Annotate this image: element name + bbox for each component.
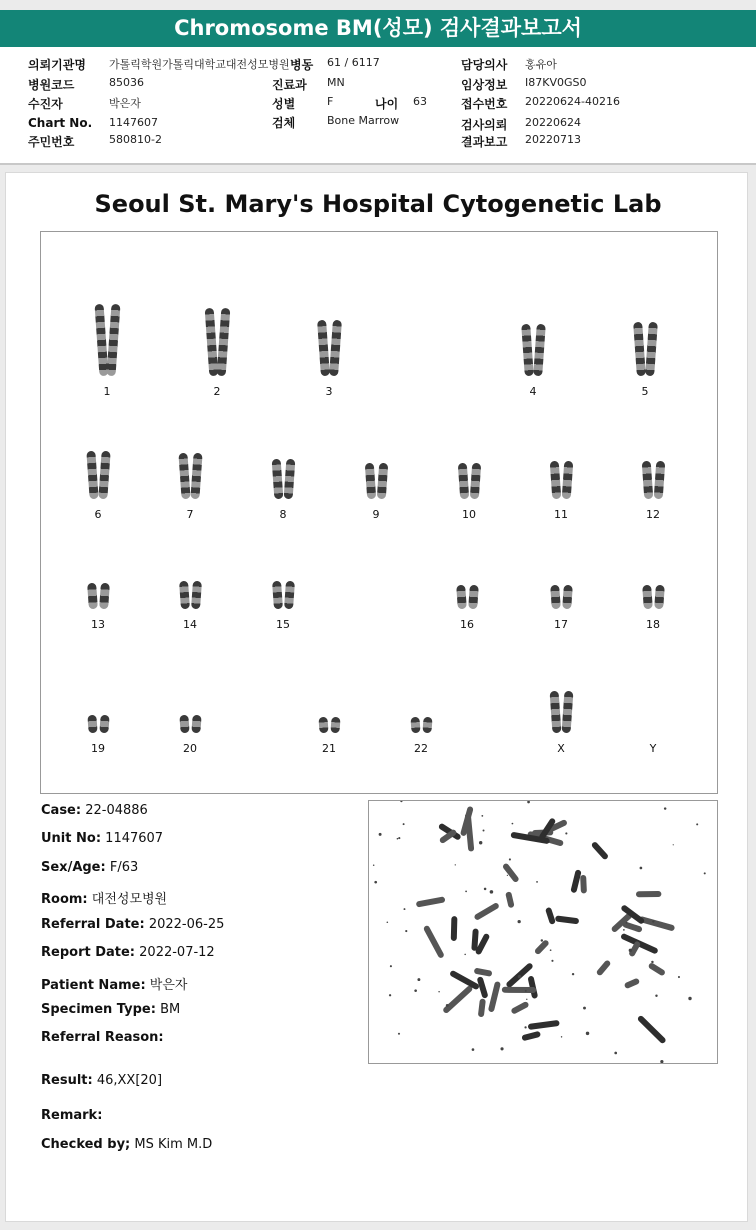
metaphase-chromosome — [637, 1015, 667, 1045]
speck — [623, 929, 625, 931]
field-label: 나이 — [375, 97, 399, 111]
field-value: 580810-2 — [109, 133, 162, 146]
chromosome-icon — [330, 717, 340, 734]
chromosome-label: 4 — [529, 385, 537, 398]
chromosome-icon — [410, 717, 420, 734]
referral-reason-field: Referral Reason: — [41, 1030, 164, 1045]
chromosome-icon — [550, 585, 561, 610]
field-value: MN — [327, 76, 345, 89]
speck — [417, 978, 420, 981]
report-date-field: Report Date: 2022-07-12 — [41, 945, 215, 960]
chromosome-icon — [521, 324, 534, 377]
chromosome-icon — [271, 459, 283, 500]
field-value: 85036 — [109, 76, 144, 89]
speck — [525, 990, 527, 992]
chromosome-label: 10 — [462, 508, 476, 521]
speck — [374, 881, 377, 884]
speck — [704, 872, 706, 874]
room-field: Room: 대전성모병원 — [41, 892, 168, 907]
field-value: I87KV0GS0 — [525, 76, 587, 89]
chromosome-icon — [87, 715, 97, 734]
chromosome-icon — [376, 463, 387, 500]
chromosome-icon — [216, 308, 230, 376]
chromosome-label: 15 — [276, 618, 290, 631]
lab-title: Seoul St. Mary's Hospital Cytogenetic Lab — [94, 190, 662, 218]
speck — [397, 838, 399, 840]
metaphase-chromosome — [528, 1020, 560, 1030]
chromosome-label: 5 — [641, 385, 649, 398]
chromosome-icon — [283, 459, 295, 500]
chromosome-label: 1 — [103, 385, 111, 398]
chromosome-pair-6 — [73, 395, 123, 521]
chromosome-label: 21 — [322, 742, 336, 755]
field-value: 63 — [413, 95, 427, 108]
chromosome-pair-1 — [82, 272, 132, 398]
chromosome-icon — [272, 581, 283, 610]
field-label: 임상정보 — [461, 78, 508, 92]
chromosome-icon — [561, 461, 573, 500]
metaphase-chromosome — [521, 1031, 541, 1042]
chromosome-pair-20 — [165, 629, 215, 755]
metaphase-chromosome — [451, 916, 458, 941]
metaphase-chromosome — [570, 869, 581, 893]
chromosome-icon — [179, 715, 189, 734]
metaphase-chromosome — [488, 981, 501, 1013]
speck — [398, 1033, 400, 1035]
chromosome-pair-9 — [351, 395, 401, 521]
metaphase-chromosome — [648, 962, 666, 977]
chromosome-pair-5 — [620, 272, 670, 398]
speck — [655, 994, 657, 996]
metaphase-chromosome — [591, 841, 610, 861]
patient-header — [0, 47, 756, 165]
patient-name-field: Patient Name: 박은자 — [41, 978, 188, 993]
chromosome-pair-14 — [165, 505, 215, 631]
chromosome-label: 19 — [91, 742, 105, 755]
field-label: 병동 — [290, 58, 314, 72]
speck — [490, 890, 494, 894]
chromosome-icon — [179, 581, 190, 610]
field-label: 성별 — [272, 97, 296, 111]
chromosome-icon — [533, 324, 546, 377]
chromosome-pair-22 — [396, 629, 446, 755]
metaphase-chromosome — [624, 978, 640, 990]
metaphase-chromosome — [596, 959, 612, 976]
speck — [479, 841, 482, 844]
specimen-type-field: Specimen Type: BM — [41, 1002, 181, 1017]
speck — [389, 994, 391, 996]
chromosome-icon — [87, 583, 98, 610]
chromosome-icon — [561, 691, 573, 734]
chromosome-pair-13 — [73, 505, 123, 631]
karyogram — [40, 231, 718, 794]
chromosome-label: 9 — [372, 508, 380, 521]
metaphase-image — [368, 800, 718, 1064]
speck — [640, 867, 643, 870]
speck — [688, 997, 691, 1000]
chromosome-icon — [641, 461, 653, 500]
checked-by-field: Checked by; MS Kim M.D — [41, 1137, 213, 1152]
chromosome-pair-17 — [536, 505, 586, 631]
speck — [614, 1052, 617, 1055]
field-label: 검사의뢰 — [461, 118, 508, 132]
chromosome-icon — [318, 717, 328, 734]
chromosome-icon — [633, 322, 646, 376]
chromosome-label: 11 — [554, 508, 568, 521]
speck — [664, 807, 666, 809]
chromosome-label: 20 — [183, 742, 197, 755]
field-label: 담당의사 — [461, 58, 508, 72]
chromosome-icon — [468, 585, 479, 610]
metaphase-chromosome — [442, 985, 474, 1015]
field-value: 1147607 — [109, 116, 158, 129]
speck — [373, 865, 374, 866]
chromosome-label: X — [557, 742, 565, 755]
chromosome-pair-10 — [444, 395, 494, 521]
chromosome-pair-19 — [73, 629, 123, 755]
chromosome-icon — [654, 585, 665, 610]
speck — [379, 833, 382, 836]
metaphase-chromosome — [638, 916, 675, 932]
field-value: 20220624 — [525, 116, 581, 129]
field-value: F — [327, 95, 334, 108]
chromosome-icon — [191, 581, 202, 610]
chromosome-icon — [204, 308, 218, 376]
chromosome-icon — [642, 585, 653, 610]
metaphase-chromosome — [580, 875, 587, 894]
field-value: 박은자 — [109, 97, 141, 110]
speck — [526, 999, 527, 1000]
chromosome-label: 2 — [213, 385, 221, 398]
speck — [387, 921, 389, 923]
speck — [438, 991, 439, 992]
chromosome-label: 7 — [186, 508, 194, 521]
speck — [400, 801, 402, 802]
chromosome-icon — [99, 583, 110, 610]
report-title: Chromosome BM(성모) 검사결과보고서 — [0, 10, 756, 47]
speck — [651, 961, 653, 963]
speck — [405, 930, 407, 932]
field-value: 20220624-40216 — [525, 95, 620, 108]
field-label: 진료과 — [272, 78, 307, 92]
sex-age-field: Sex/Age: F/63 — [41, 860, 139, 875]
metaphase-spread-picture — [369, 801, 717, 1063]
field-value: 61 / 6117 — [327, 56, 380, 69]
chromosome-icon — [549, 461, 561, 500]
field-value: 홍유아 — [525, 58, 557, 71]
speck — [678, 976, 680, 978]
speck — [500, 1047, 503, 1050]
chromosome-icon — [422, 717, 432, 734]
chromosome-icon — [99, 715, 109, 734]
chromosome-icon — [549, 691, 561, 734]
chromosome-pair-7 — [165, 395, 215, 521]
metaphase-chromosome — [474, 968, 493, 977]
chromosome-pair-4 — [508, 272, 558, 398]
chromosome-pair-11 — [536, 395, 586, 521]
chromosome-icon — [190, 453, 202, 500]
chromosome-icon — [469, 463, 480, 500]
speck — [481, 815, 483, 817]
result-field: Result: 46,XX[20] — [41, 1073, 163, 1088]
metaphase-chromosome — [423, 925, 445, 959]
chromosome-label: 14 — [183, 618, 197, 631]
speck — [446, 1004, 449, 1007]
speck — [565, 832, 567, 834]
speck — [536, 881, 538, 883]
speck — [390, 965, 392, 967]
speck — [572, 973, 574, 975]
speck — [472, 1048, 475, 1051]
metaphase-chromosome — [416, 896, 446, 907]
chromosome-pair-Y — [628, 629, 678, 755]
field-label: 접수번호 — [461, 97, 508, 111]
field-value: 가톨릭학원가톨릭대학교대전성모병원 — [109, 58, 290, 71]
unit-no-field: Unit No: 1147607 — [41, 831, 164, 846]
speck — [507, 875, 508, 876]
chromosome-icon — [178, 453, 190, 500]
remark-field: Remark: — [41, 1108, 103, 1123]
chromosome-icon — [94, 304, 108, 376]
speck — [696, 823, 698, 825]
metaphase-chromosome — [545, 907, 556, 925]
chromosome-icon — [653, 461, 665, 500]
chromosome-label: 13 — [91, 618, 105, 631]
field-label: 결과보고 — [461, 135, 508, 149]
metaphase-chromosome — [555, 915, 579, 924]
speck — [660, 1060, 663, 1063]
speck — [512, 823, 514, 825]
speck — [561, 1036, 562, 1037]
chromosome-icon — [456, 585, 467, 610]
field-label: 주민번호 — [28, 135, 75, 149]
speck — [583, 1007, 586, 1010]
metaphase-chromosome — [505, 891, 515, 908]
chromosome-label: 22 — [414, 742, 428, 755]
chromosome-pair-X — [536, 629, 586, 755]
field-label: 의뢰기관명 — [28, 58, 86, 72]
chromosome-icon — [191, 715, 201, 734]
referral-date-field: Referral Date: 2022-06-25 — [41, 917, 225, 932]
speck — [541, 939, 543, 941]
speck — [652, 920, 654, 922]
chromosome-label: 3 — [325, 385, 333, 398]
speck — [586, 1032, 589, 1035]
speck — [629, 949, 632, 952]
speck — [518, 975, 522, 979]
field-label: Chart No. — [28, 116, 93, 130]
chromosome-icon — [364, 463, 375, 500]
chromosome-icon — [317, 320, 330, 376]
field-label: 수진자 — [28, 97, 63, 111]
speck — [518, 920, 521, 923]
speck — [527, 801, 530, 803]
speck — [483, 830, 485, 832]
chromosome-icon — [86, 451, 98, 500]
speck — [464, 954, 466, 956]
chromosome-label: Y — [649, 742, 657, 755]
chromosome-icon — [645, 322, 658, 376]
speck — [551, 960, 553, 962]
speck — [403, 823, 405, 825]
speck — [404, 908, 406, 910]
speck — [524, 1026, 526, 1028]
speck — [484, 888, 487, 891]
case-field: Case: 22-04886 — [41, 803, 148, 818]
speck — [465, 891, 467, 893]
speck — [673, 844, 674, 845]
chromosome-icon — [329, 320, 342, 376]
chromosome-label: 12 — [646, 508, 660, 521]
metaphase-chromosome — [636, 891, 661, 897]
metaphase-chromosome — [502, 862, 520, 883]
metaphase-chromosome — [502, 987, 536, 993]
speck — [414, 989, 417, 992]
chromosome-icon — [562, 585, 573, 610]
chromosome-icon — [106, 304, 120, 376]
metaphase-chromosome — [478, 998, 486, 1017]
speck — [455, 864, 456, 865]
speck — [626, 922, 628, 924]
chromosome-pair-21 — [304, 629, 354, 755]
chromosome-pair-18 — [628, 505, 678, 631]
chromosome-pair-16 — [442, 505, 492, 631]
chromosome-label: 18 — [646, 618, 660, 631]
chromosome-label: 17 — [554, 618, 568, 631]
metaphase-chromosome — [473, 902, 500, 921]
speck — [398, 837, 400, 839]
field-label: 병원코드 — [28, 78, 75, 92]
chromosome-label: 8 — [279, 508, 287, 521]
chromosome-icon — [284, 581, 295, 610]
chromosome-label: 6 — [94, 508, 102, 521]
chromosome-pair-15 — [258, 505, 308, 631]
chromosome-pair-8 — [258, 395, 308, 521]
chromosome-pair-3 — [304, 272, 354, 398]
chromosome-icon — [98, 451, 110, 500]
chromosome-pair-12 — [628, 395, 678, 521]
metaphase-chromosome — [510, 1001, 529, 1015]
field-value: Bone Marrow — [327, 114, 400, 127]
chromosome-icon — [457, 463, 468, 500]
field-label: 검체 — [272, 116, 296, 130]
speck — [550, 949, 552, 951]
chromosome-pair-2 — [192, 272, 242, 398]
speck — [509, 858, 511, 860]
chromosome-label: 16 — [460, 618, 474, 631]
field-value: 20220713 — [525, 133, 581, 146]
